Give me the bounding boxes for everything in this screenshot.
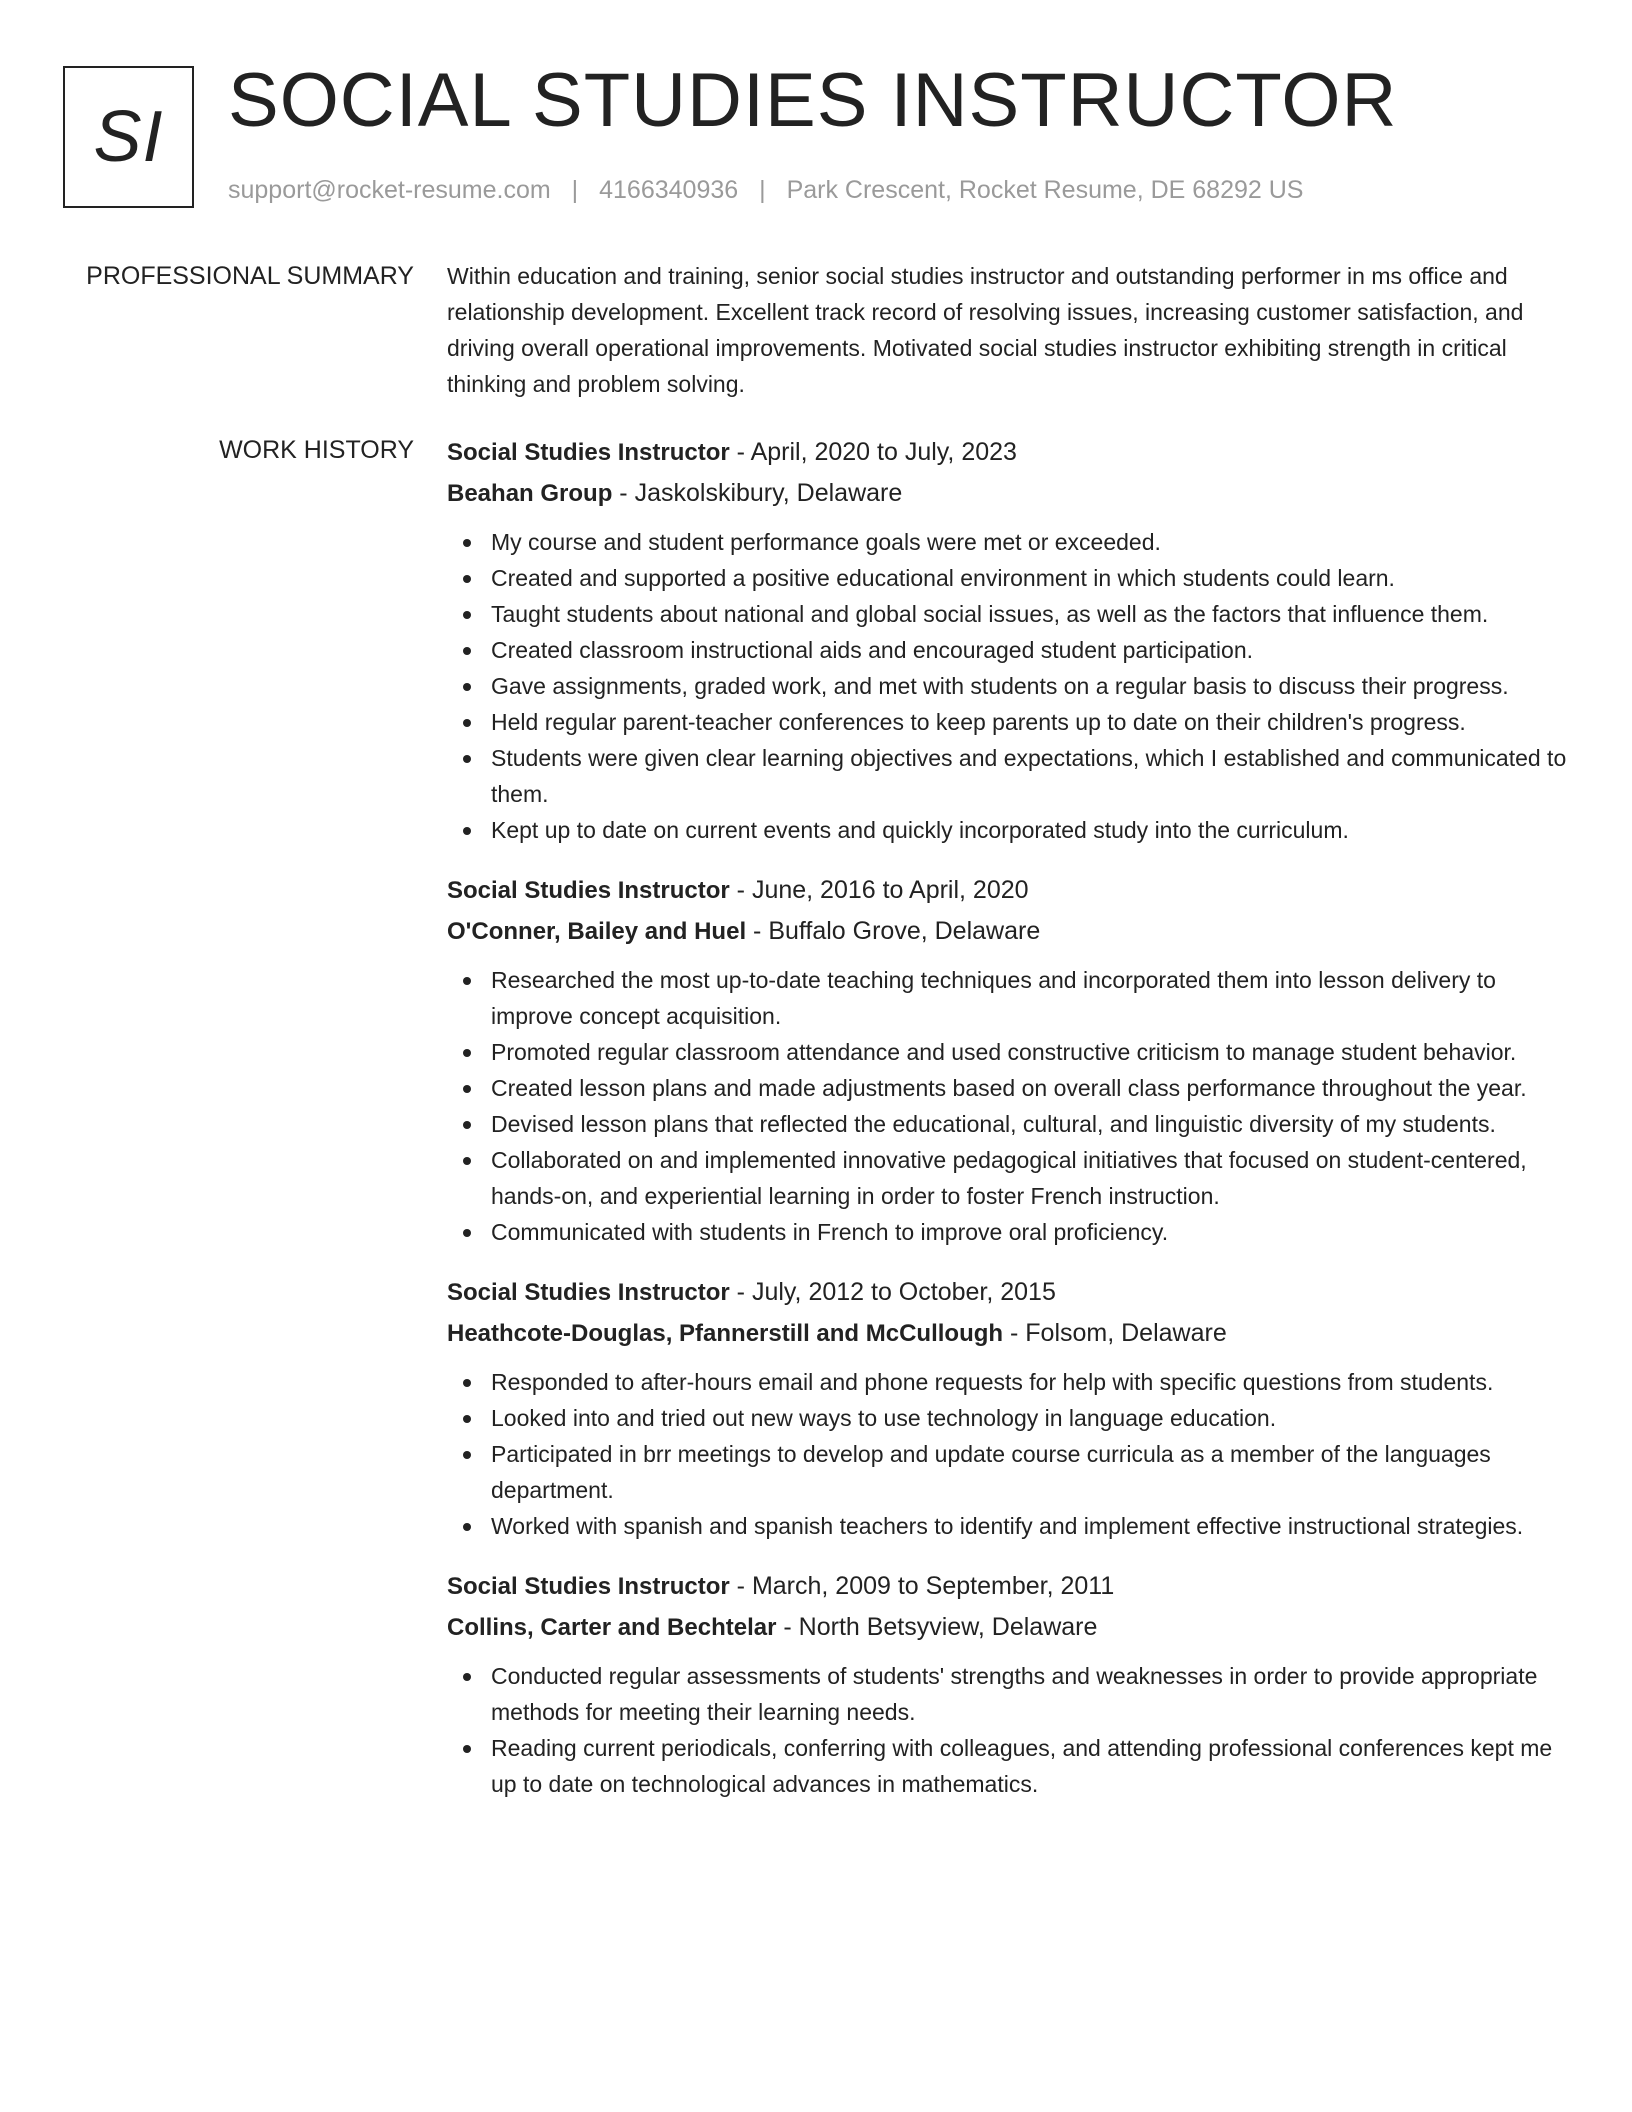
- job-location: - North Betsyview, Delaware: [776, 1613, 1098, 1641]
- contact-address: Park Crescent, Rocket Resume, DE 68292 US: [786, 176, 1304, 204]
- job-duty-item: Created lesson plans and made adjustments based on overall class performance throughout the year.: [491, 1070, 1567, 1106]
- contact-separator: |: [571, 176, 579, 204]
- job-duty-item: Kept up to date on current events and quickly incorporated study into the curriculum.: [491, 812, 1567, 848]
- job-duty-item: Created classroom instructional aids and encouraged student participation.: [491, 632, 1567, 668]
- job-duty-item: Taught students about national and global social issues, as well as the factors that influence them.: [491, 596, 1567, 632]
- job-title-line: [447, 432, 1567, 473]
- job-title: Social Studies Instructor: [447, 1573, 730, 1600]
- section-heading-summary: PROFESSIONAL SUMMARY: [86, 262, 414, 290]
- monogram-text: SI: [93, 97, 164, 177]
- job-title-line: [447, 870, 1567, 911]
- job-duty-item: Collaborated on and implemented innovative pedagogical initiatives that focused on student-centered, hands-on, and experiential learning in order to foster French instruction.: [491, 1142, 1567, 1214]
- job-duty-item: Created and supported a positive educational environment in which students could learn.: [491, 560, 1567, 596]
- job-dates: - March, 2009 to September, 2011: [729, 1572, 1115, 1600]
- job-company: O'Conner, Bailey and Huel: [447, 918, 747, 945]
- job-company: Collins, Carter and Bechtelar: [447, 1614, 777, 1641]
- job-title: Social Studies Instructor: [447, 877, 730, 904]
- contact-phone: 4166340936: [599, 176, 739, 204]
- job-company-line: [447, 1313, 1567, 1354]
- work-history-body: [447, 432, 1567, 1824]
- job-title: Social Studies Instructor: [447, 1279, 730, 1306]
- job-duties-list: [447, 524, 1567, 848]
- job-location: - Buffalo Grove, Delaware: [746, 917, 1041, 945]
- job-dates: - July, 2012 to October, 2015: [729, 1278, 1056, 1306]
- job-duty-item: Responded to after-hours email and phone requests for help with specific questions from students.: [491, 1364, 1567, 1400]
- job-title-line: [447, 1272, 1567, 1313]
- job-duty-item: Devised lesson plans that reflected the educational, cultural, and linguistic diversity of my students.: [491, 1106, 1567, 1142]
- job-duty-item: Conducted regular assessments of students' strengths and weaknesses in order to provide appropriate methods for meeting their learning needs.: [491, 1658, 1567, 1730]
- contact-line: [228, 173, 1303, 207]
- job-duty-item: Reading current periodicals, conferring with colleagues, and attending professional conferences kept me up to date on technological advances in mathematics.: [491, 1730, 1567, 1802]
- job-title-line: [447, 1566, 1567, 1607]
- job-duty-item: My course and student performance goals were met or exceeded.: [491, 524, 1567, 560]
- job-duties-list: [447, 1658, 1567, 1802]
- job-duty-item: Worked with spanish and spanish teachers to identify and implement effective instructional strategies.: [491, 1508, 1567, 1544]
- job-duty-item: Held regular parent-teacher conferences to keep parents up to date on their children's progress.: [491, 704, 1567, 740]
- job-title: Social Studies Instructor: [447, 439, 730, 466]
- job-duties-list: [447, 1364, 1567, 1544]
- job-location: - Jaskolskibury, Delaware: [612, 479, 903, 507]
- job-entry: [447, 870, 1567, 1250]
- job-location: - Folsom, Delaware: [1003, 1319, 1227, 1347]
- job-duty-item: Communicated with students in French to improve oral proficiency.: [491, 1214, 1567, 1250]
- job-entry: [447, 1566, 1567, 1802]
- job-company: Heathcote-Douglas, Pfannerstill and McCullough: [447, 1320, 1004, 1347]
- job-company: Beahan Group: [447, 480, 613, 507]
- job-dates: - June, 2016 to April, 2020: [729, 876, 1029, 904]
- job-duty-item: Looked into and tried out new ways to use technology in language education.: [491, 1400, 1567, 1436]
- job-company-line: [447, 911, 1567, 952]
- job-duty-item: Gave assignments, graded work, and met with students on a regular basis to discuss their progress.: [491, 668, 1567, 704]
- summary-text: Within education and training, senior social studies instructor and outstanding performer in ms office and relationship development. Excellent track record of resolving issues, increasing customer satisfaction, and driving overall operational improvements. Motivated social studies instructor exhibiting strength in critical thinking and problem solving.: [447, 263, 1524, 397]
- job-entry: [447, 432, 1567, 848]
- resume-title: SOCIAL STUDIES INSTRUCTOR: [228, 58, 1398, 143]
- summary-body: [447, 258, 1567, 402]
- job-dates: - April, 2020 to July, 2023: [729, 438, 1017, 466]
- contact-email: support@rocket-resume.com: [228, 176, 551, 204]
- job-company-line: [447, 473, 1567, 514]
- job-duties-list: [447, 962, 1567, 1250]
- job-company-line: [447, 1607, 1567, 1648]
- contact-separator: |: [759, 176, 766, 204]
- section-heading-work-history: WORK HISTORY: [219, 436, 414, 464]
- job-duty-item: Promoted regular classroom attendance and used constructive criticism to manage student behavior.: [491, 1034, 1567, 1070]
- job-duty-item: Researched the most up-to-date teaching techniques and incorporated them into lesson delivery to improve concept acquisition.: [491, 962, 1567, 1034]
- job-duty-item: Students were given clear learning objectives and expectations, which I established and communicated to them.: [491, 740, 1567, 812]
- job-entry: [447, 1272, 1567, 1544]
- monogram-logo: [63, 66, 194, 208]
- job-duty-item: Participated in brr meetings to develop and update course curricula as a member of the languages department.: [491, 1436, 1567, 1508]
